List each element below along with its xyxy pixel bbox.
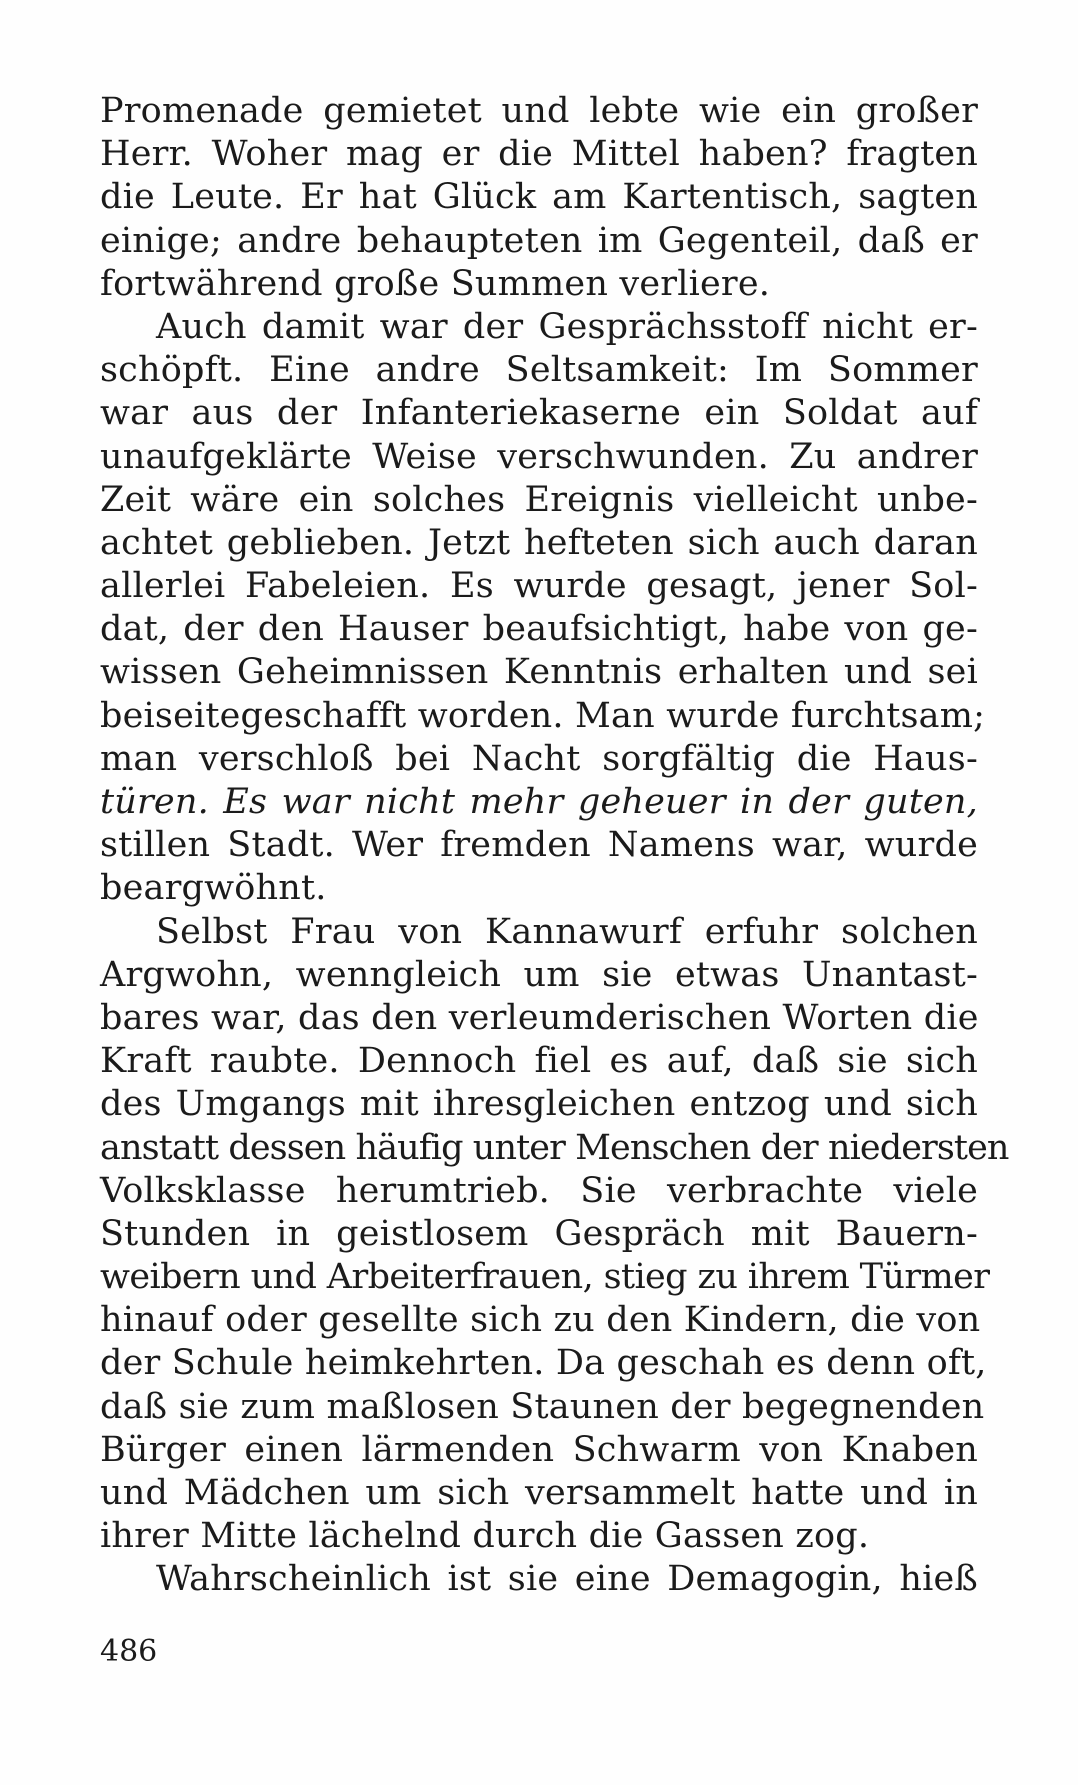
text-line: Zeit wäre ein solches Ereignis vielleicht unbe- <box>100 479 978 520</box>
text-line: Selbst Frau von Kannawurf erfuhr solchen <box>156 911 978 952</box>
text-line: Volksklasse herumtrieb. Sie verbrachte viele <box>100 1170 978 1211</box>
text-line: Kraft raubte. Dennoch fiel es auf, daß sie sich <box>100 1041 978 1082</box>
text-line: und Mädchen um sich versammelt hatte und in <box>100 1473 978 1513</box>
text-line: des Umgangs mit ihresgleichen entzog und sich <box>100 1084 978 1125</box>
text-line: der Schule heimkehrten. Da geschah es denn oft, <box>100 1343 987 1384</box>
text-line: bares war, das den verleumderischen Worten die <box>100 997 979 1038</box>
text-line: beiseitegeschafft worden. Man wurde furchtsam; <box>100 695 986 736</box>
text-line: dat, der den Hauser beaufsichtigt, habe von ge- <box>100 609 978 650</box>
body-text <box>100 90 1009 1602</box>
page-number: 486 <box>100 1634 158 1669</box>
text-line: unaufgeklärte Weise verschwunden. Zu andrer <box>100 436 978 477</box>
text-line: Stunden in geistlosem Gespräch mit Bauern- <box>100 1213 978 1254</box>
text-line: die Leute. Er hat Glück am Kartentisch, sagten <box>100 177 978 218</box>
text-line: weibern und Arbeiterfrauen, stieg zu ihrem Türmer <box>100 1257 990 1298</box>
text-line: stillen Stadt. Wer fremden Namens war, wurde <box>100 825 978 866</box>
text-line: achtet geblieben. Jetzt hefteten sich auch daran <box>100 522 978 563</box>
text-line: war aus der Infanteriekaserne ein Soldat auf <box>100 393 978 434</box>
text-line: anstatt dessen häufig unter Menschen der niedersten <box>100 1127 1009 1168</box>
italic-text: türen. Es war nicht mehr geheuer in der guten, <box>100 782 978 822</box>
text-line: Bürger einen lärmenden Schwarm von Knaben <box>100 1429 978 1470</box>
text-line: beargwöhnt. <box>100 868 327 909</box>
text-line: fortwährend große Summen verliere. <box>100 263 771 304</box>
text-line-italic <box>100 781 978 824</box>
text-line: Promenade gemietet und lebte wie ein großer <box>100 91 978 131</box>
text-line: Auch damit war der Gesprächsstoff nicht er- <box>156 306 978 347</box>
text-line: ihrer Mitte lächelnd durch die Gassen zog. <box>100 1516 870 1557</box>
text-line: schöpft. Eine andre Seltsamkeit: Im Sommer <box>100 350 978 391</box>
text-line: einige; andre behaupteten im Gegenteil, daß er <box>100 220 978 261</box>
text-line: man verschloß bei Nacht sorgfältig die Haus- <box>100 738 978 779</box>
text-line: hinauf oder gesellte sich zu den Kindern, die von <box>100 1300 981 1341</box>
text-line: Argwohn, wenngleich um sie etwas Unantast- <box>100 954 978 995</box>
text-line: daß sie zum maßlosen Staunen der begegnenden <box>100 1386 985 1427</box>
text-line: wissen Geheimnissen Kenntnis erhalten und sei <box>100 652 978 693</box>
text-line: Wahrscheinlich ist sie eine Demagogin, hieß <box>156 1559 978 1600</box>
text-line: allerlei Fabeleien. Es wurde gesagt, jener Sol- <box>100 566 978 607</box>
text-line: Herr. Woher mag er die Mittel haben? fragten <box>100 134 978 175</box>
